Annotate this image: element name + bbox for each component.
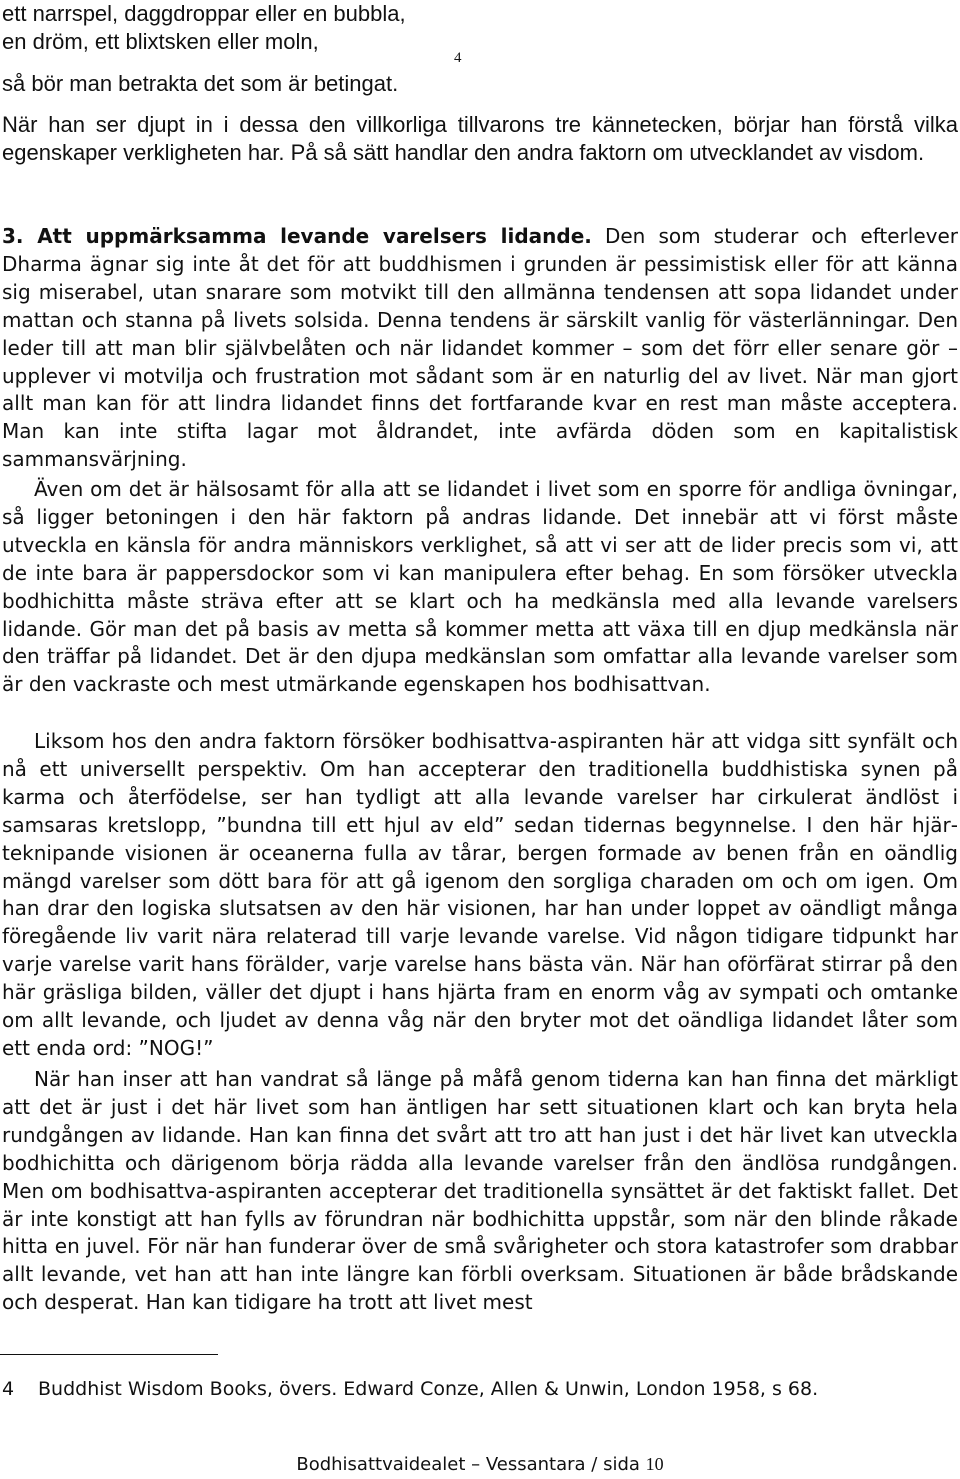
verse-line-3: så bör man betrakta det som är betingat. [2,71,399,96]
paragraph-others-suffering: Även om det är hälsosamt för alla att se lidandet i livet som en sporre för andliga övningar, så ligger betoningen i den här faktorn på andras lidande. Det innebär att vi först måste utveckla en känsla för andra människors verklighet, så att vi ser att de lider precis som vi, att de inte bara är pappersdockor som vi kan manipulera efter behag. En som försöker utveckla bodhichitta måste sträva efter att se klart och ha medkänsla med alla levande varelsers lidande. Gör man det på basis av metta så kommer metta att växa till en djup medkänsla när den träffar på lidandet. Det är den djupa medkänslan som omfattar alla levande varelser som är den vackraste och mest utmärkande egenskapen hos bodhisattvan. [2,477,958,697]
paragraph-universal-perspective: Liksom hos den andra faktorn försöker bodhisattva-aspiranten här att vidga sitt synfält och nå ett universellt perspektiv. Om han accepterar den traditionella buddhistiska synen på karma och återfödelse, ser han tydligt att alla levande varelser har cirkulerat ändlöst i samsaras kretslopp, ”bundna till ett hjul av eld” sedan tidernas begynnelse. I den här hjärteknipande visionen är oceanerna fulla av tårar, bergen formade av benen från en oändlig mängd varelser som dött bara för att gå igenom den sorgliga charaden om och om igen. Om han drar den logiska slutsatsen av den här visionen, har han under loppet av oändligt många föregående liv varit nära relaterad till varje levande varelse. Vid någon tidigare tidpunkt har varje varelse varit hans förälder, varje varelse hans bästa vän. När han oförfärat stirrar på den här gräsliga bilden, väller det djupt i hans hjärta fram en enorm våg av sympati och omtanke om allt levande, och ljudet av denna våg när den bryter mot det oändliga lidandet låter som ett enda ord: ”NOG!” [2,729,958,1060]
footnote [2,1376,818,1402]
paragraph-text: Den som studerar och efterlever Dharma ägnar sig inte åt det för att buddhismen i grunden är pessimistisk eller för att känna sig miserabel, utan snarare som motvikt till den allmänna tendensen att sopa lidandet under mattan och stanna på livets solsida. Denna tendens är särskilt vanlig för västerlänningar. Den leder till att man blir självbelåten och när lidandet kommer – som det förr eller senare gör – upplever vi motvilja och frustration mot sådant som är en naturlig del av livet. När man gjort allt man kan för att lindra lidandet finns det fortfarande kvar en rest man måste acceptera. Man kan inte stifta lagar mot åldrandet, inte avfärda döden som en kapitalistisk sammansvärjning. [2,224,958,472]
paragraph-wisdom: När han ser djupt in i dessa den villkorliga tillvarons tre kännetecken, börjar han förstå vilka egenskaper verkligheten har. På så sätt handlar den andra faktorn om utvecklandet av visdom. [2,112,958,165]
page-footer [0,1452,960,1477]
footnote-reference: 4 [454,50,462,66]
section-heading: 3. Att uppmärksamma levande varelsers lidande. [2,224,592,248]
paragraph-bodhichitta: När han inser att han vandrat så länge på måfå genom tiderna kan han finna det märkligt att det är just i det här livet som han äntligen har sett situationen klart och kan bryta hela rundgången av lidande. Han kan finna det svårt att tro att han just i det här livet kan utveckla bodhichitta och därigenom börja rädda alla levande varelser från den ändlösa rundgången. Men om bodhisattva-aspiranten accepterar det traditionella synsättet är det faktiskt fallet. Det är inte konstigt att han fylls av förundran när bodhichitta uppstår, som när den blinde råkade hitta en juvel. För när han funderar över de små svårigheter och stora katastrofer som drabbar allt levande, vet han att han inte längre kan förbli overksam. Situationen är både brådskande och desperat. Han kan tidigare ha trott att livet mest [2,1067,958,1315]
page-number: 10 [645,1454,664,1474]
footnote-number: 4 [2,1378,15,1400]
footnote-text: Buddhist Wisdom Books, övers. Edward Conze, Allen & Unwin, London 1958, s 68. [38,1378,819,1400]
footnote-separator [0,1354,218,1355]
footer-title: Bodhisattvaidealet – Vessantara / sida [296,1454,640,1475]
verse-line-2: en dröm, ett blixtsken eller moln, [2,29,319,54]
paragraph-suffering-heading [2,223,958,474]
verse-line-1: ett narrspel, daggdroppar eller en bubbla, [2,1,406,26]
